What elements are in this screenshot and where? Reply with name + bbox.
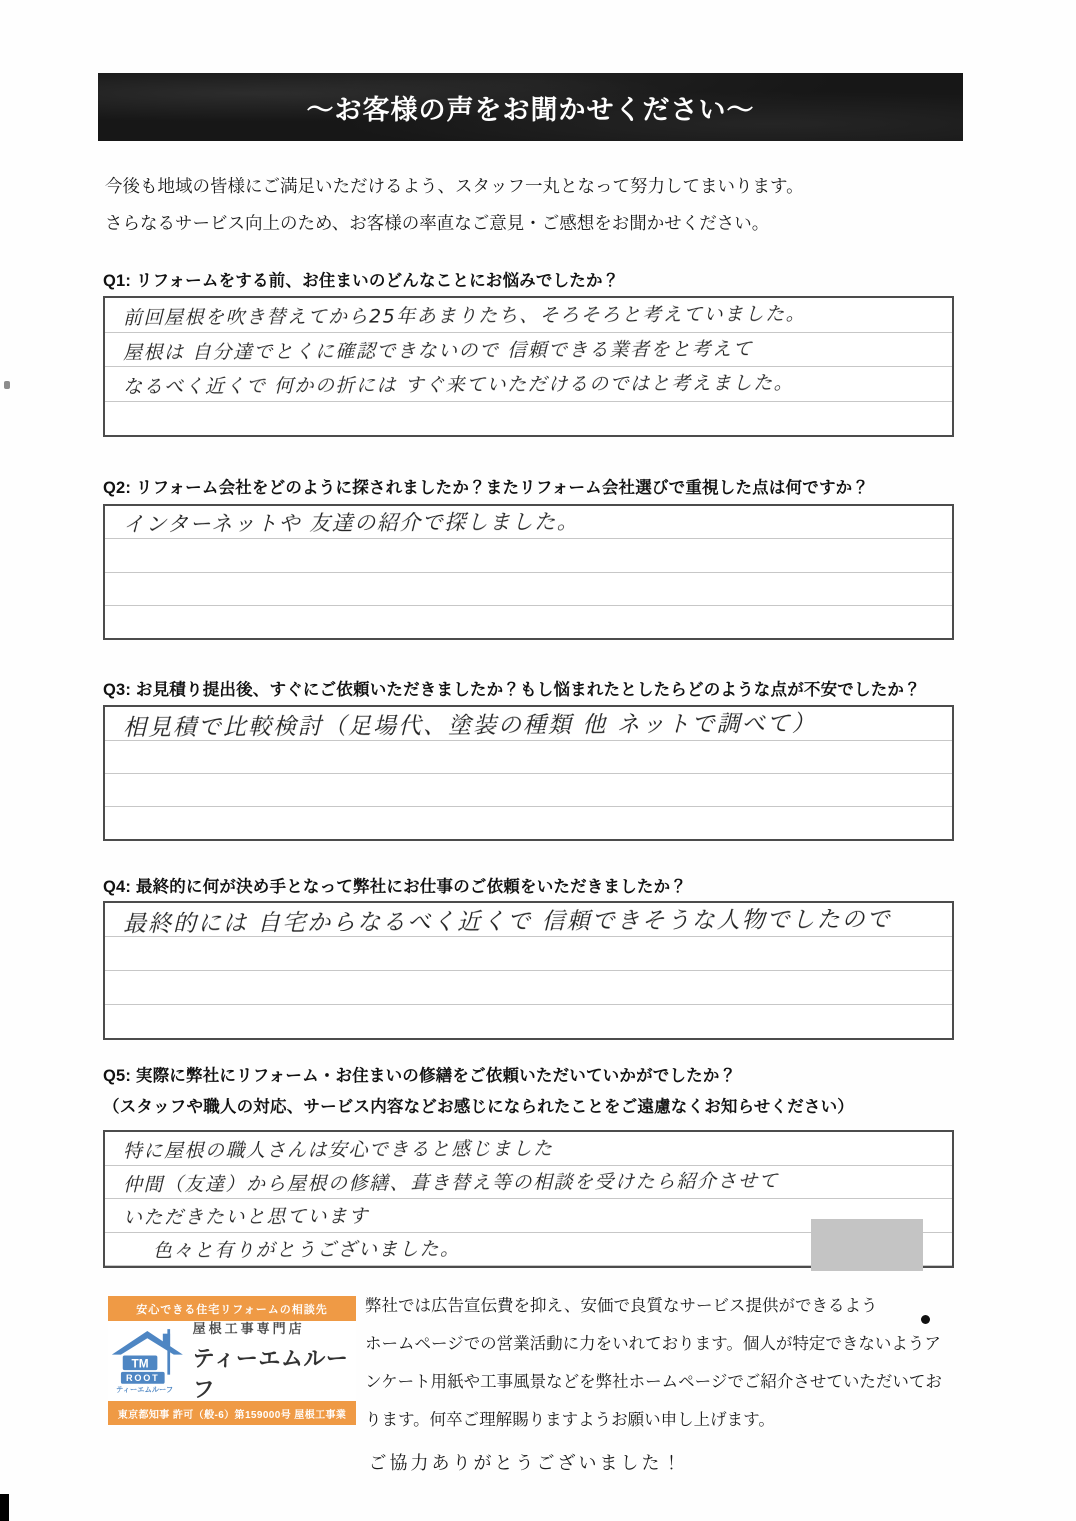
- logo-mark-top: TM: [131, 1356, 149, 1371]
- footer-line-4: ります。何卒ご理解賜りますようお願い申し上げます。: [365, 1410, 775, 1429]
- answer-row: [105, 741, 952, 774]
- answer-row: [105, 506, 952, 539]
- intro-paragraph: [105, 168, 995, 242]
- answer-row: [105, 937, 952, 971]
- answer-row: [105, 807, 952, 839]
- store-type-label: 屋根工事専門店: [192, 1321, 305, 1336]
- logo-mark-bottom: ROOT: [126, 1373, 160, 1384]
- thanks-message: ご協力ありがとうございました！: [368, 1453, 684, 1473]
- answer-row: [105, 1132, 952, 1166]
- handwritten-answer: いただきたいと思ています: [122, 1204, 370, 1229]
- handwritten-answer: 前回屋根を吹き替えてから25年あまりたち、そろそろと考えていました。: [122, 303, 807, 330]
- answer-row: [105, 539, 952, 572]
- handwritten-answer: 仲間（友達）から屋根の修繕、葺き替え等の相談を受けたら紹介させて: [122, 1170, 780, 1197]
- intro-line-2: さらなるサービス向上のため、お客様の率直なご意見・ご感想をお聞かせください。: [105, 213, 770, 233]
- handwritten-answer: 特に屋根の職人さんは安心できると感じました: [122, 1137, 554, 1163]
- handwritten-answer: 屋根は 自分達でとくに確認できないので 信頼できる業者をと考えて: [122, 337, 754, 364]
- company-logo-block: [108, 1296, 356, 1425]
- question-5-answer-box: [103, 1130, 954, 1268]
- question-1-label: Q1: リフォームをする前、お住まいのどんなことにお悩みでしたか？: [103, 272, 620, 290]
- footer-line-3: ンケート用紙や工事風景などを弊社ホームページでご紹介させていただいてお: [365, 1372, 942, 1391]
- page-title: ～お客様の声をお聞かせください～: [306, 94, 755, 125]
- header-banner: [98, 73, 963, 141]
- answer-row: [105, 774, 952, 807]
- logo-mark-kana: ティーエムルーフ: [116, 1384, 174, 1394]
- license-label: 東京都知事 許可（般-6）第159000号 屋根工事業: [108, 1401, 356, 1425]
- answer-row: [105, 1005, 952, 1038]
- answer-row: [105, 333, 952, 368]
- answer-row: [105, 298, 952, 333]
- question-4-answer-box: [103, 901, 954, 1040]
- footer-line-2: ホームページでの営業活動に力をいれております。個人が特定できないようア: [365, 1334, 941, 1353]
- question-3-label: Q3: お見積り提出後、すぐにご依頼いただきましたか？もし悩まれたとしたらどのような点が不安でしたか？: [103, 681, 921, 699]
- scan-speck-artifact: [4, 381, 10, 389]
- answer-row: [105, 971, 952, 1005]
- answer-row: [105, 606, 952, 638]
- answer-row: [105, 903, 952, 937]
- company-name: ティーエムルーフ: [192, 1346, 349, 1402]
- logo-tagline: 安心できる住宅リフォームの相談先: [108, 1296, 356, 1321]
- logo-names: [193, 1318, 354, 1404]
- handwritten-answer: なるべく近くで 何かの折には すぐ来ていただけるのではと考えました。: [122, 372, 795, 399]
- scan-dot-artifact: [921, 1315, 930, 1324]
- question-3-answer-box: [103, 705, 954, 841]
- answer-row: [105, 402, 952, 436]
- question-5-label: Q5: 実際に弊社にリフォーム・お住まいの修繕をご依頼いただいていかがでしたか？: [103, 1067, 737, 1085]
- answer-row: [105, 573, 952, 606]
- logo-middle: [108, 1321, 356, 1401]
- question-4-label: Q4: 最終的に何が決め手となって弊社にお仕事のご依頼をいただきましたか？: [103, 878, 687, 896]
- question-5-sublabel: （スタッフや職人の対応、サービス内容などお感じになられたことをご遠慮なくお知らせください）: [103, 1098, 855, 1116]
- scan-corner-artifact: [0, 1494, 9, 1521]
- handwritten-answer: 最終的には 自宅からなるべく近くで 信頼できそうな人物でしたので: [122, 906, 892, 938]
- intro-line-1: 今後も地域の皆様にご満足いただけるよう、スタッフ一丸となって努力してまいります。: [105, 176, 804, 196]
- tm-roof-house-icon: [110, 1324, 185, 1398]
- answer-row: [105, 367, 952, 402]
- question-1-answer-box: [103, 296, 954, 437]
- question-2-label: Q2: リフォーム会社をどのように探されましたか？またリフォーム会社選びで重視した点は何ですか？: [103, 479, 870, 497]
- handwritten-answer: 色々と有りがとうございました。: [152, 1238, 461, 1263]
- answer-row: [105, 707, 952, 741]
- footer-paragraph: [365, 1287, 975, 1439]
- footer-line-1: 弊社では広告宣伝費を抑え、安価で良質なサービス提供ができるよう: [365, 1296, 878, 1315]
- answer-row: [105, 1166, 952, 1200]
- redaction-box: [811, 1219, 923, 1271]
- question-2-answer-box: [103, 504, 954, 640]
- handwritten-answer: 相見積で比較検討（足場代、塗装の種類 他 ネットで調べて）: [122, 710, 817, 742]
- handwritten-answer: インターネットや 友達の紹介で探しました。: [122, 509, 580, 537]
